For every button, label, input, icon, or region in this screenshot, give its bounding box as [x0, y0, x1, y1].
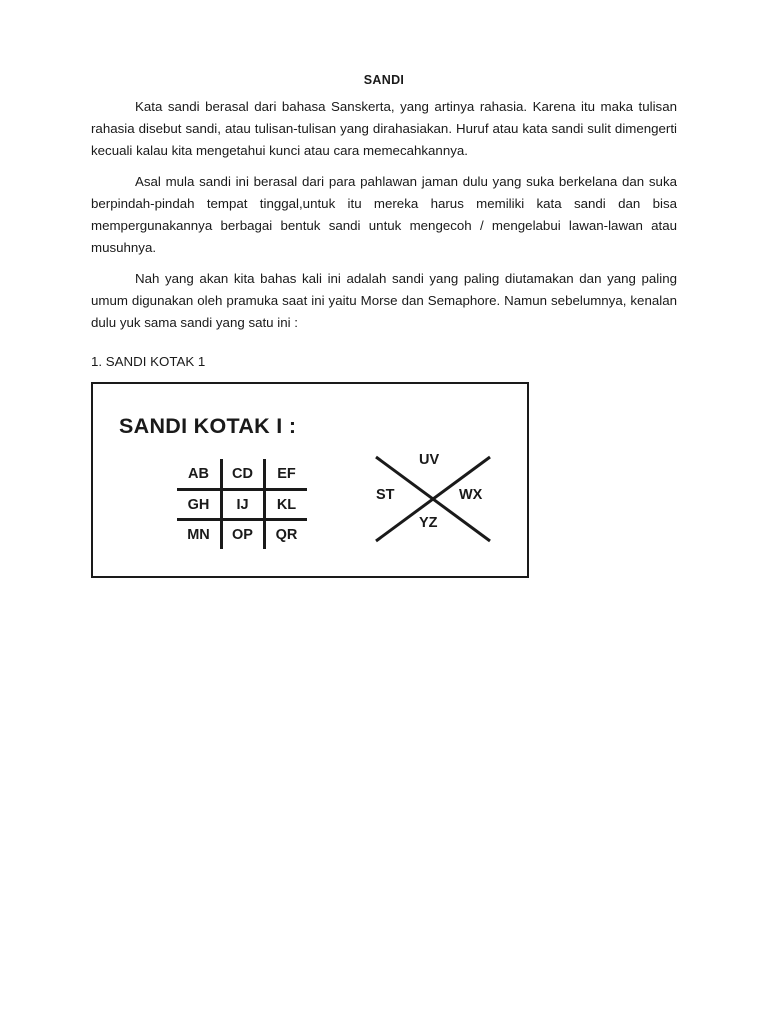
x-label-left: ST	[376, 487, 395, 503]
grid-cell: KL	[276, 497, 297, 513]
paragraph-2: Asal mula sandi ini berasal dari para pahlawan jaman dulu yang suka berkelana dan suka berpindah-pindah tempat tinggal,untuk itu mereka harus memiliki kata sandi dan bisa mempergunakannya berbagai bentuk sandi untuk mengecoh / mengelabui lawan-lawan atau musuhnya.	[91, 174, 677, 255]
grid-cell: EF	[277, 466, 296, 482]
x-label-top: UV	[419, 452, 440, 468]
grid-cell: AB	[188, 466, 209, 482]
grid-cell: OP	[232, 527, 253, 543]
cipher-title: SANDI KOTAK I :	[119, 414, 297, 438]
page-title: SANDI	[363, 73, 405, 87]
section-heading: 1. SANDI KOTAK 1	[91, 354, 206, 369]
cipher-figure	[91, 382, 529, 578]
cipher-grid	[177, 459, 307, 549]
x-label-right: WX	[459, 487, 483, 503]
x-label-bottom: YZ	[419, 515, 438, 531]
body-text	[91, 96, 677, 343]
paragraph-1: Kata sandi berasal dari bahasa Sanskerta, yang artinya rahasia. Karena itu maka tulisan rahasia disebut sandi, atau tulisan-tulisan yang dirahasiakan. Huruf atau kata sandi sulit dimengerti kecuali kalau kita mengetahui kunci atau cara memecahkannya.	[91, 99, 677, 158]
grid-cell: IJ	[236, 497, 249, 513]
grid-cell: QR	[275, 527, 298, 543]
paragraph-3: Nah yang akan kita bahas kali ini adalah sandi yang paling diutamakan dan yang paling umum digunakan oleh pramuka saat ini yaitu Morse dan Semaphore. Namun sebelumnya, kenalan dulu yuk sama sandi yang satu ini :	[91, 271, 677, 330]
grid-cell: CD	[232, 466, 253, 482]
grid-cell: GH	[187, 497, 210, 513]
grid-cell: MN	[187, 527, 210, 543]
